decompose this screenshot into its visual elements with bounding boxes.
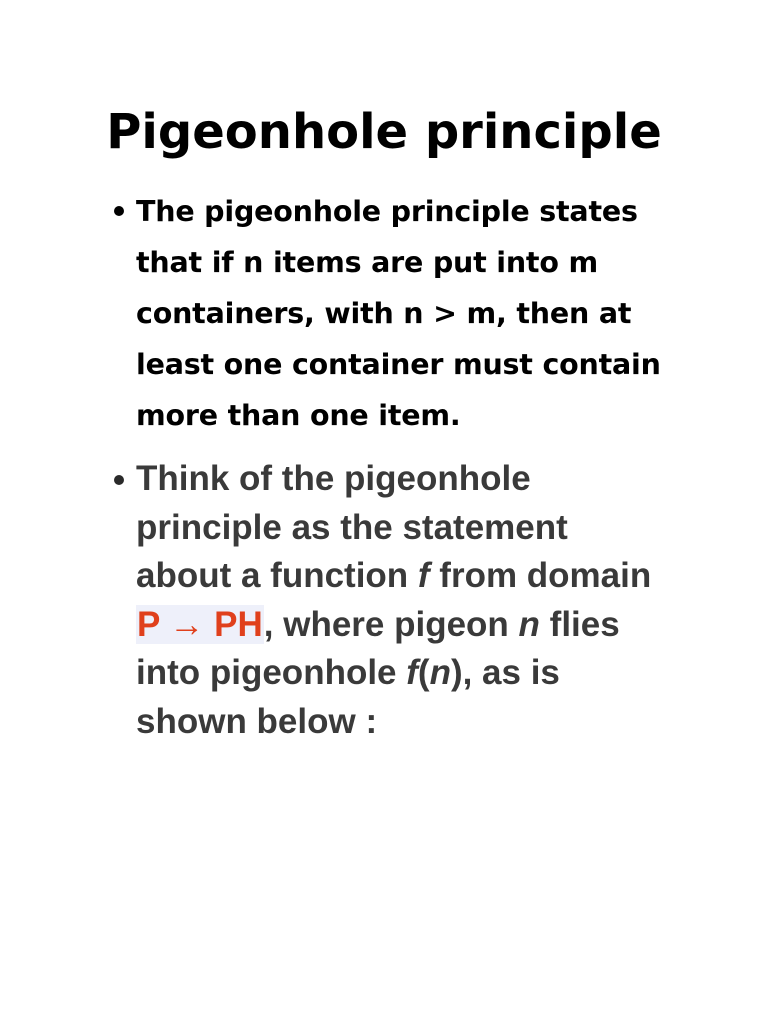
- mapping-highlight: P → PH: [137, 604, 263, 644]
- bullet-definition: [110, 186, 670, 441]
- slide-title: Pigeonhole principle: [106, 104, 662, 160]
- function-symbol-f: f: [417, 556, 430, 595]
- bullet-function-text: [136, 459, 651, 741]
- text-segment: flies into pigeonhole: [136, 604, 620, 692]
- text-segment: from domain: [429, 556, 652, 595]
- bullet-function-view: [110, 455, 670, 746]
- bullet-dot-icon: [114, 475, 124, 485]
- text-segment: , where pigeon: [263, 604, 519, 644]
- bullet-definition-text: The pigeonhole principle states that if n items are put into m containers, with n > m, then at least one container must contain more than one item.: [136, 195, 661, 432]
- text-segment: Think of the pigeonhole principle as the statement about a function: [136, 459, 568, 595]
- text-segment: ), as is shown below :: [136, 653, 560, 741]
- bullet-dot-icon: [114, 206, 124, 216]
- bullet-list: [110, 186, 670, 746]
- variable-n: n: [429, 653, 451, 692]
- variable-n: n: [518, 604, 540, 644]
- function-symbol-f: f: [406, 653, 418, 692]
- paren-open: (: [417, 653, 430, 692]
